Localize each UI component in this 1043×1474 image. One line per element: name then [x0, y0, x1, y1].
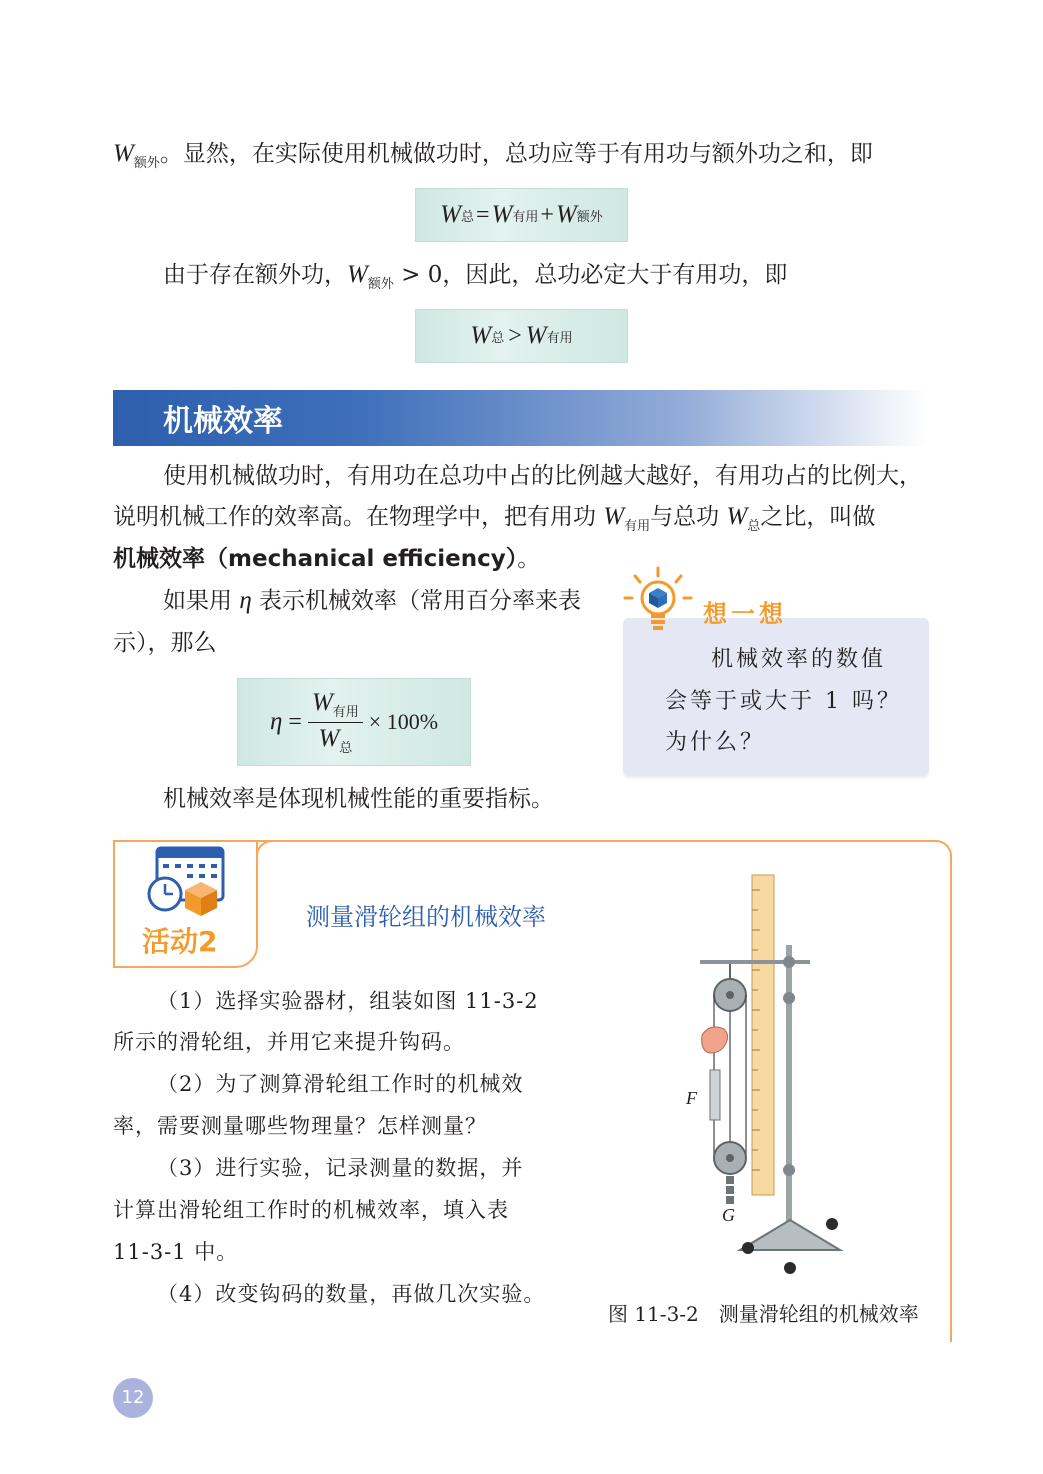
symbol-w: W: [525, 322, 547, 349]
pulley-apparatus-figure: [680, 870, 850, 1290]
line2-pre: 由于存在额外功，: [163, 262, 347, 288]
step-line-3: （2）为了测算滑轮组工作时的机械效: [157, 1072, 524, 1096]
paragraph-2-line-1: [163, 580, 581, 622]
denominator: [318, 723, 352, 756]
para2-b: 表示机械效率（常用百分率来表: [251, 588, 582, 614]
formula-efficiency: [237, 678, 471, 766]
figure-caption: 图 11-3-2 测量滑轮组的机械效率: [608, 1302, 919, 1326]
para1-line2-c: 之比，叫做: [760, 504, 876, 530]
formula-total-work: [415, 188, 628, 242]
para1-line2-a: 说明机械工作的效率高。在物理学中，把有用功: [113, 504, 604, 530]
equals-sign: =: [288, 708, 302, 735]
think-line-2: 会等于或大于 1 吗？: [665, 689, 902, 714]
step-line-8: （4）改变钩码的数量，再做几次实验。: [157, 1282, 546, 1306]
numerator: [308, 689, 363, 723]
step-line-4: 率，需要测量哪些物理量？怎样测量？: [113, 1114, 487, 1138]
greater-sign: >: [508, 322, 522, 349]
symbol-w: W: [311, 688, 333, 716]
think-line-1: 机械效率的数值: [711, 647, 887, 672]
activity-frame-corner: [256, 840, 288, 938]
subscript-total: 总: [747, 519, 761, 534]
text-line-2: [163, 254, 787, 306]
para1-line2-b: 与总功: [650, 504, 727, 530]
section-title: 机械效率: [163, 404, 283, 439]
para1-line3-end: 。: [517, 546, 541, 572]
calendar-clock-icon: [143, 842, 227, 918]
symbol-w: W: [726, 503, 748, 530]
lightbulb-icon: [623, 566, 693, 636]
paragraph-1-line-1: 使用机械做功时，有用功在总功中占的比例越大越好，有用功占的比例大，: [163, 463, 922, 489]
fraction: [308, 689, 363, 756]
subscript-total: 总: [461, 208, 475, 224]
line2-mid: > 0，因此，总功必定大于有用功，即: [393, 262, 788, 288]
symbol-w: W: [113, 140, 134, 167]
symbol-w: W: [603, 503, 625, 530]
label-weight-g: G: [722, 1205, 735, 1225]
equals-sign: =: [476, 201, 490, 228]
label-force-f: F: [686, 1088, 697, 1108]
subscript-total: 总: [339, 739, 353, 755]
symbol-w: W: [440, 201, 462, 228]
symbol-w: W: [347, 261, 368, 288]
step-line-6: 计算出滑轮组工作时的机械效率，填入表: [113, 1198, 509, 1222]
subscript-useful: 有用: [624, 519, 651, 534]
subscript-total: 总: [491, 329, 505, 345]
line1-text: 。显然，在实际使用机械做功时，总功应等于有用功与额外功之和，即: [159, 141, 873, 167]
para2-a: 如果用: [163, 588, 240, 614]
times-100-percent: × 100%: [368, 709, 439, 734]
symbol-eta: η: [239, 587, 252, 614]
subscript-extra: 额外: [576, 208, 603, 224]
step-line-1: （1）选择实验器材，组装如图 11-3-2: [157, 989, 539, 1013]
formula-total-greater: [415, 309, 628, 363]
term-mechanical-efficiency: 机械效率（mechanical efficiency）: [113, 546, 518, 572]
subscript-extra: 额外: [133, 156, 160, 171]
symbol-w: W: [555, 201, 577, 228]
text-line-1: [113, 133, 873, 185]
subscript-useful: 有用: [332, 703, 359, 719]
paragraph-2-line-2: 示），那么: [113, 630, 217, 656]
step-line-5: （3）进行实验，记录测量的数据，并: [157, 1156, 524, 1180]
plus-sign: +: [540, 201, 554, 228]
subscript-useful: 有用: [546, 329, 573, 345]
paragraph-3: 机械效率是体现机械性能的重要指标。: [163, 786, 554, 812]
subscript-useful: 有用: [512, 208, 539, 224]
symbol-w: W: [491, 201, 513, 228]
page-number: 12: [113, 1378, 153, 1418]
symbol-eta: η: [269, 708, 283, 735]
activity-title: 测量滑轮组的机械效率: [306, 903, 546, 931]
step-line-2: 所示的滑轮组，并用它来提升钩码。: [113, 1030, 465, 1054]
paragraph-1-line-3: [113, 538, 540, 580]
think-title: 想一想: [703, 600, 787, 628]
activity-badge: 活动2: [142, 925, 218, 958]
symbol-w: W: [470, 322, 492, 349]
step-line-7: 11-3-1 中。: [113, 1240, 239, 1264]
subscript-extra: 额外: [367, 277, 394, 292]
think-line-3: 为什么？: [665, 730, 766, 755]
symbol-w: W: [318, 724, 340, 752]
